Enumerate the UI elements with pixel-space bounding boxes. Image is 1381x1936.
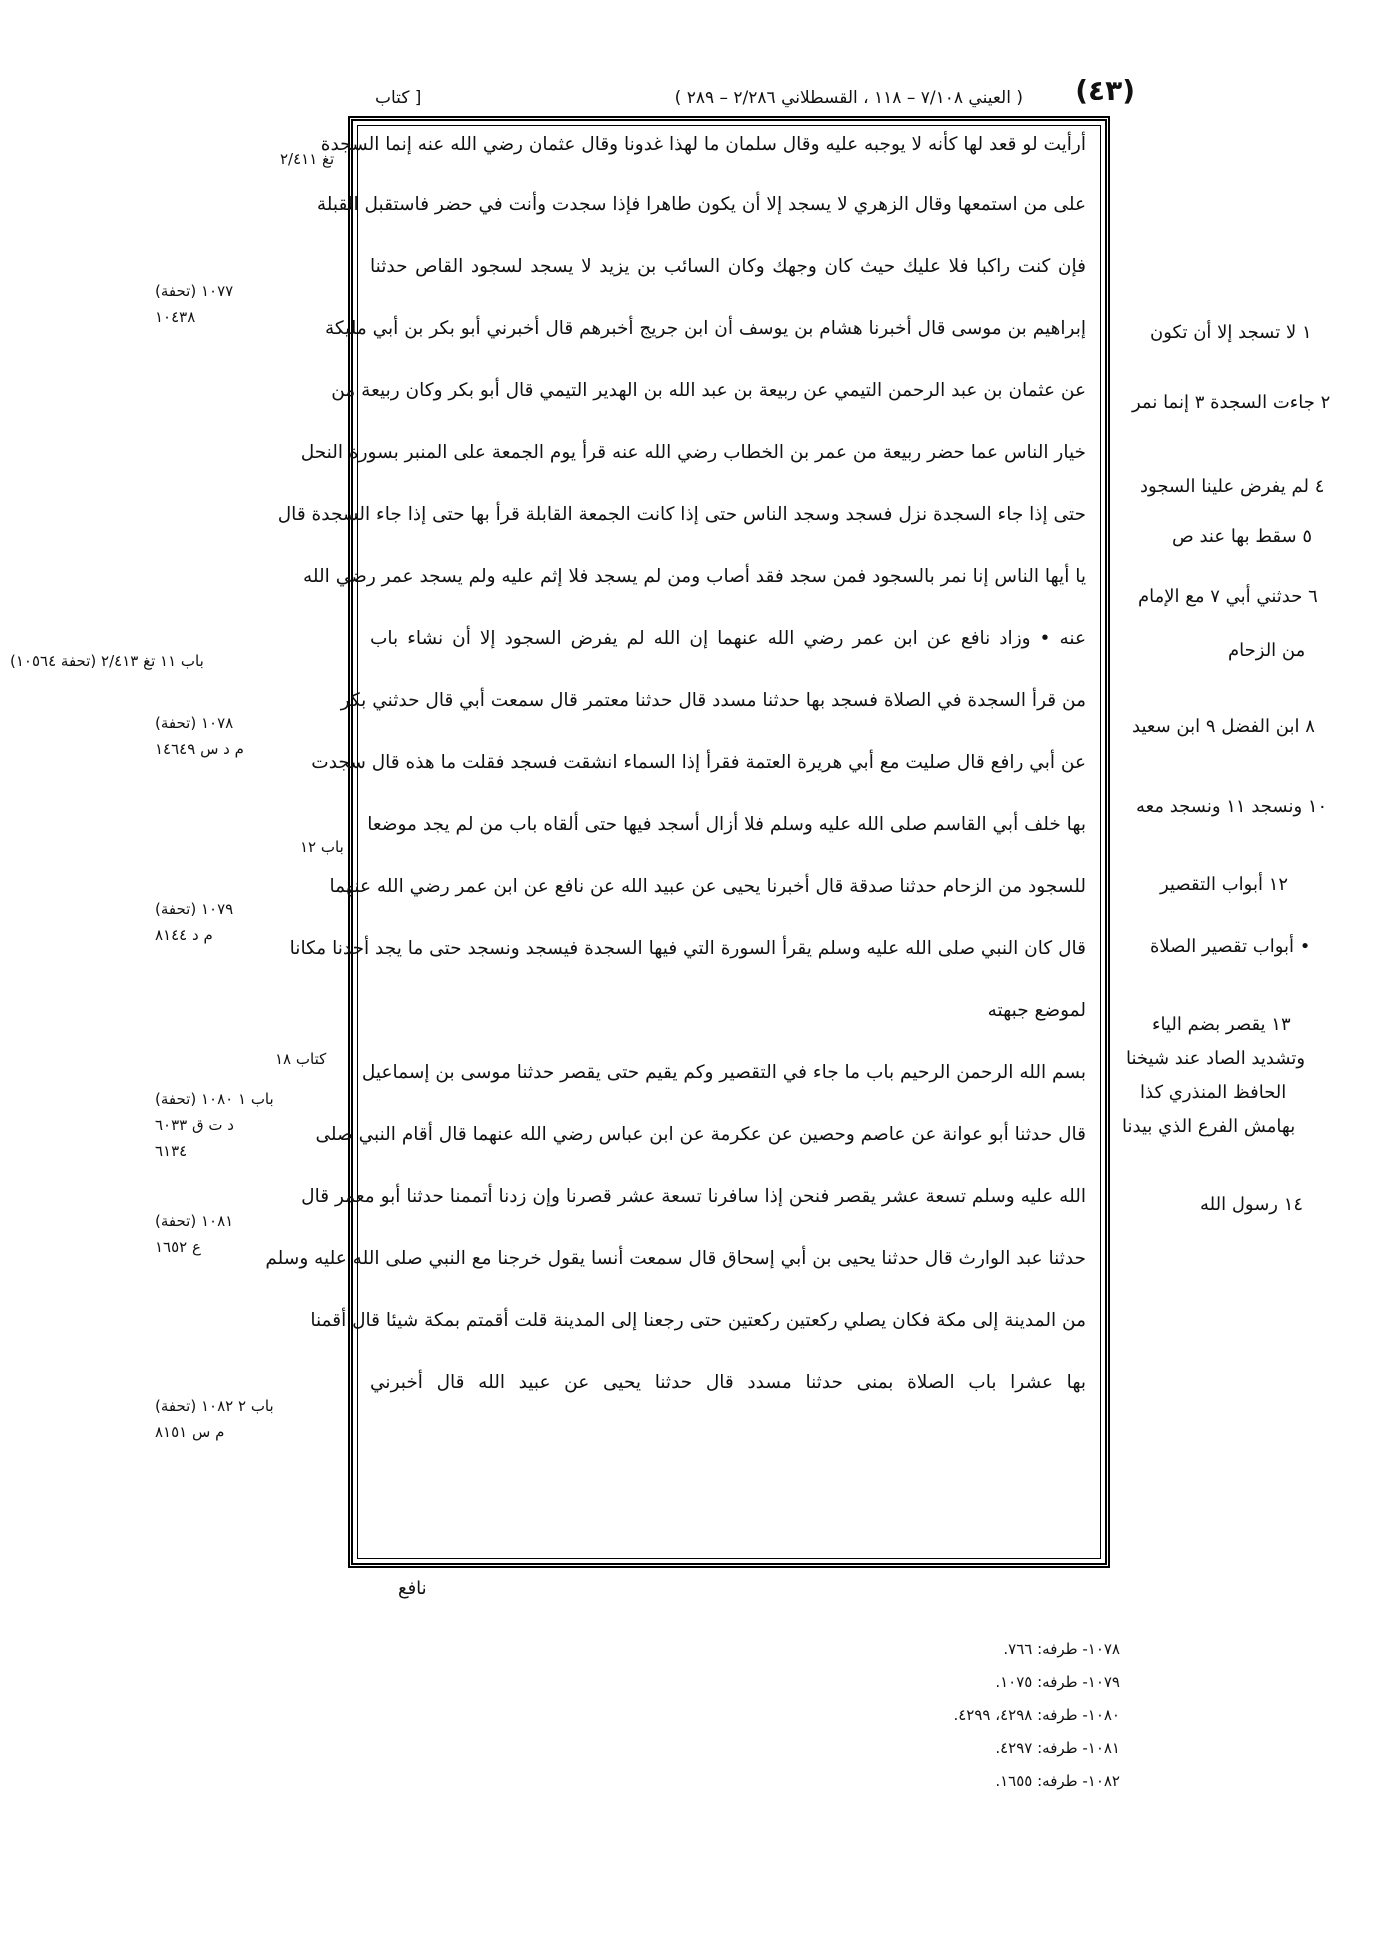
margin-note: ١٠٨١ (تحفة) [155,1212,234,1230]
text-line: من المدينة إلى مكة فكان يصلي ركعتين ركعتين حتى رجعنا إلى المدينة قلت أقمتم بمكة شيئا قال أقمنا [310,1310,1086,1331]
margin-note: الحافظ المنذري كذا [1140,1082,1287,1103]
text-line: عنه • وزاد نافع عن ابن عمر رضي الله عنهما إن الله لم يفرض السجود إلا أن نشاء باب [370,628,1086,649]
margin-note: بهامش الفرع الذي بيدنا [1122,1116,1296,1137]
margin-note: ٤ لم يفرض علينا السجود [1140,476,1325,497]
text-line: قال كان النبي صلى الله عليه وسلم يقرأ السورة التي فيها السجدة فيسجد ونسجد حتى ما يجد أحدنا مكانا [289,938,1086,959]
margin-note: ١٠٧٧ (تحفة) [155,282,234,300]
margin-note: ١٠٧٨ (تحفة) [155,714,234,732]
footnote: ١٠٨١- طرفه: ٤٢٩٧. [995,1739,1120,1757]
margin-note: ٥ سقط بها عند ص [1172,526,1313,547]
text-line: من قرأ السجدة في الصلاة فسجد بها حدثنا مسدد قال حدثنا معتمر قال سمعت أبي قال حدثني بكر [340,690,1086,711]
header-reference: ( العيني ٧/١٠٨ – ١١٨ ، القسطلاني ٢/٢٨٦ – ٢٨٩ ) [674,88,1023,108]
margin-note: ١ لا تسجد إلا أن تكون [1150,322,1312,343]
margin-note: ٦١٣٤ [155,1142,188,1160]
margin-note: م د ٨١٤٤ [155,926,213,944]
margin-note: ١٤ رسول الله [1200,1194,1304,1215]
footnote: ١٠٧٨- طرفه: ٧٦٦. [1003,1640,1120,1658]
margin-note: ١٠٧٩ (تحفة) [155,900,234,918]
text-line: حدثنا عبد الوارث قال حدثنا يحيى بن أبي إسحاق قال سمعت أنسا يقول خرجنا مع النبي صلى الله عليه وسلم [265,1248,1086,1269]
margin-note: د ت ق ٦٠٣٣ [155,1116,234,1134]
text-line: خيار الناس عما حضر ربيعة من عمر بن الخطاب رضي الله عنه قرأ يوم الجمعة على المنبر بسورة النحل [300,442,1086,463]
text-line: يا أيها الناس إنا نمر بالسجود فمن سجد فقد أصاب ومن لم يسجد فلا إثم عليه ولم يسجد عمر رضي الله [303,566,1086,587]
margin-note: وتشديد الصاد عند شيخنا [1126,1048,1306,1069]
text-line: حتى إذا جاء السجدة نزل فسجد وسجد الناس حتى إذا كانت الجمعة القابلة قرأ بها حتى إذا جاء السجدة قال [277,504,1086,525]
margin-note: باب ٢ ١٠٨٢ (تحفة) [155,1397,274,1415]
margin-note: م د س ١٤٦٤٩ [155,740,244,758]
margin-note: م س ٨١٥١ [155,1423,225,1441]
footnote: ١٠٨٢- طرفه: ١٦٥٥. [995,1772,1120,1790]
margin-note: ٦ حدثني أبي ٧ مع الإمام [1138,586,1318,607]
text-line: للسجود من الزحام حدثنا صدقة قال أخبرنا يحيى عن عبيد الله عن نافع عن ابن عمر رضي الله عنهما [329,876,1086,897]
running-header [375,74,1135,116]
text-line: فإن كنت راكبا فلا عليك حيث كان وجهك وكان السائب بن يزيد لا يسجد لسجود القاص حدثنا [370,256,1086,277]
footnotes [920,1640,1120,1805]
text-line: لموضع جبهته [987,1000,1086,1021]
margin-note: ١٣ يقصر بضم الياء [1152,1014,1291,1035]
text-line: على من استمعها وقال الزهري لا يسجد إلا أن يكون طاهرا فإذا سجدت وأنت في حضر فاستقبل القبلة [316,194,1086,215]
margin-note: ع ١٦٥٢ [155,1238,201,1256]
margin-note: ١٠ ونسجد ١١ ونسجد معه [1136,796,1328,817]
margin-note: كتاب ١٨ [275,1050,327,1068]
text-line: بها خلف أبي القاسم صلى الله عليه وسلم فلا أزال أسجد فيها حتى ألقاه باب من لم يجد موضعا [367,814,1086,835]
margin-note: باب ١١ تغ ٢/٤١٣ (تحفة ١٠٥٦٤) [10,652,204,670]
catchword: نافع [398,1578,427,1599]
header-book-label: [ كتاب [375,88,422,108]
margin-note: • أبواب تقصير الصلاة [1150,936,1311,957]
margin-note: باب ١ ١٠٨٠ (تحفة) [155,1090,274,1108]
margin-note: باب ١٢ [300,838,344,856]
margin-note: تغ ٢/٤١١ [280,150,335,168]
text-line: الله عليه وسلم تسعة عشر يقصر فنحن إذا سافرنا تسعة عشر قصرنا وإن زدنا أتممنا حدثنا أبو معمر قال [301,1186,1086,1207]
margin-note: ٨ ابن الفضل ٩ ابن سعيد [1132,716,1315,737]
text-line: قال حدثنا أبو عوانة عن عاصم وحصين عن عكرمة عن ابن عباس رضي الله عنهما قال أقام النبي صلى [315,1124,1086,1145]
margin-note: من الزحام [1228,640,1306,661]
margin-note: ١٠٤٣٨ [155,308,196,326]
footnote: ١٠٨٠- طرفه: ٤٢٩٨، ٤٢٩٩. [953,1706,1120,1724]
text-line: بها عشرا باب الصلاة بمنى حدثنا مسدد قال حدثنا يحيى عن عبيد الله قال أخبرني [370,1372,1086,1393]
page-number: (٤٣) [1075,74,1135,107]
footnote: ١٠٧٩- طرفه: ١٠٧٥. [995,1673,1120,1691]
text-line: بسم الله الرحمن الرحيم باب ما جاء في التقصير وكم يقيم حتى يقصر حدثنا موسى بن إسماعيل [361,1062,1086,1083]
text-line: أرأيت لو قعد لها كأنه لا يوجبه عليه وقال سلمان ما لهذا غدونا وقال عثمان رضي الله عنه إنما السجدة [320,134,1086,155]
margin-note: ١٢ أبواب التقصير [1160,874,1289,895]
text-line: عن عثمان بن عبد الرحمن التيمي عن ربيعة بن عبد الله بن الهدير التيمي قال أبو بكر وكان ربيعة من [331,380,1086,401]
text-line: عن أبي رافع قال صليت مع أبي هريرة العتمة فقرأ إذا السماء انشقت فسجد فقلت ما هذه قال سجدت [311,752,1086,773]
text-line: إبراهيم بن موسى قال أخبرنا هشام بن يوسف أن ابن جريج أخبرهم قال أخبرني أبو بكر بن أبي مليكة [324,318,1086,339]
margin-note: ٢ جاءت السجدة ٣ إنما نمر [1132,392,1331,413]
